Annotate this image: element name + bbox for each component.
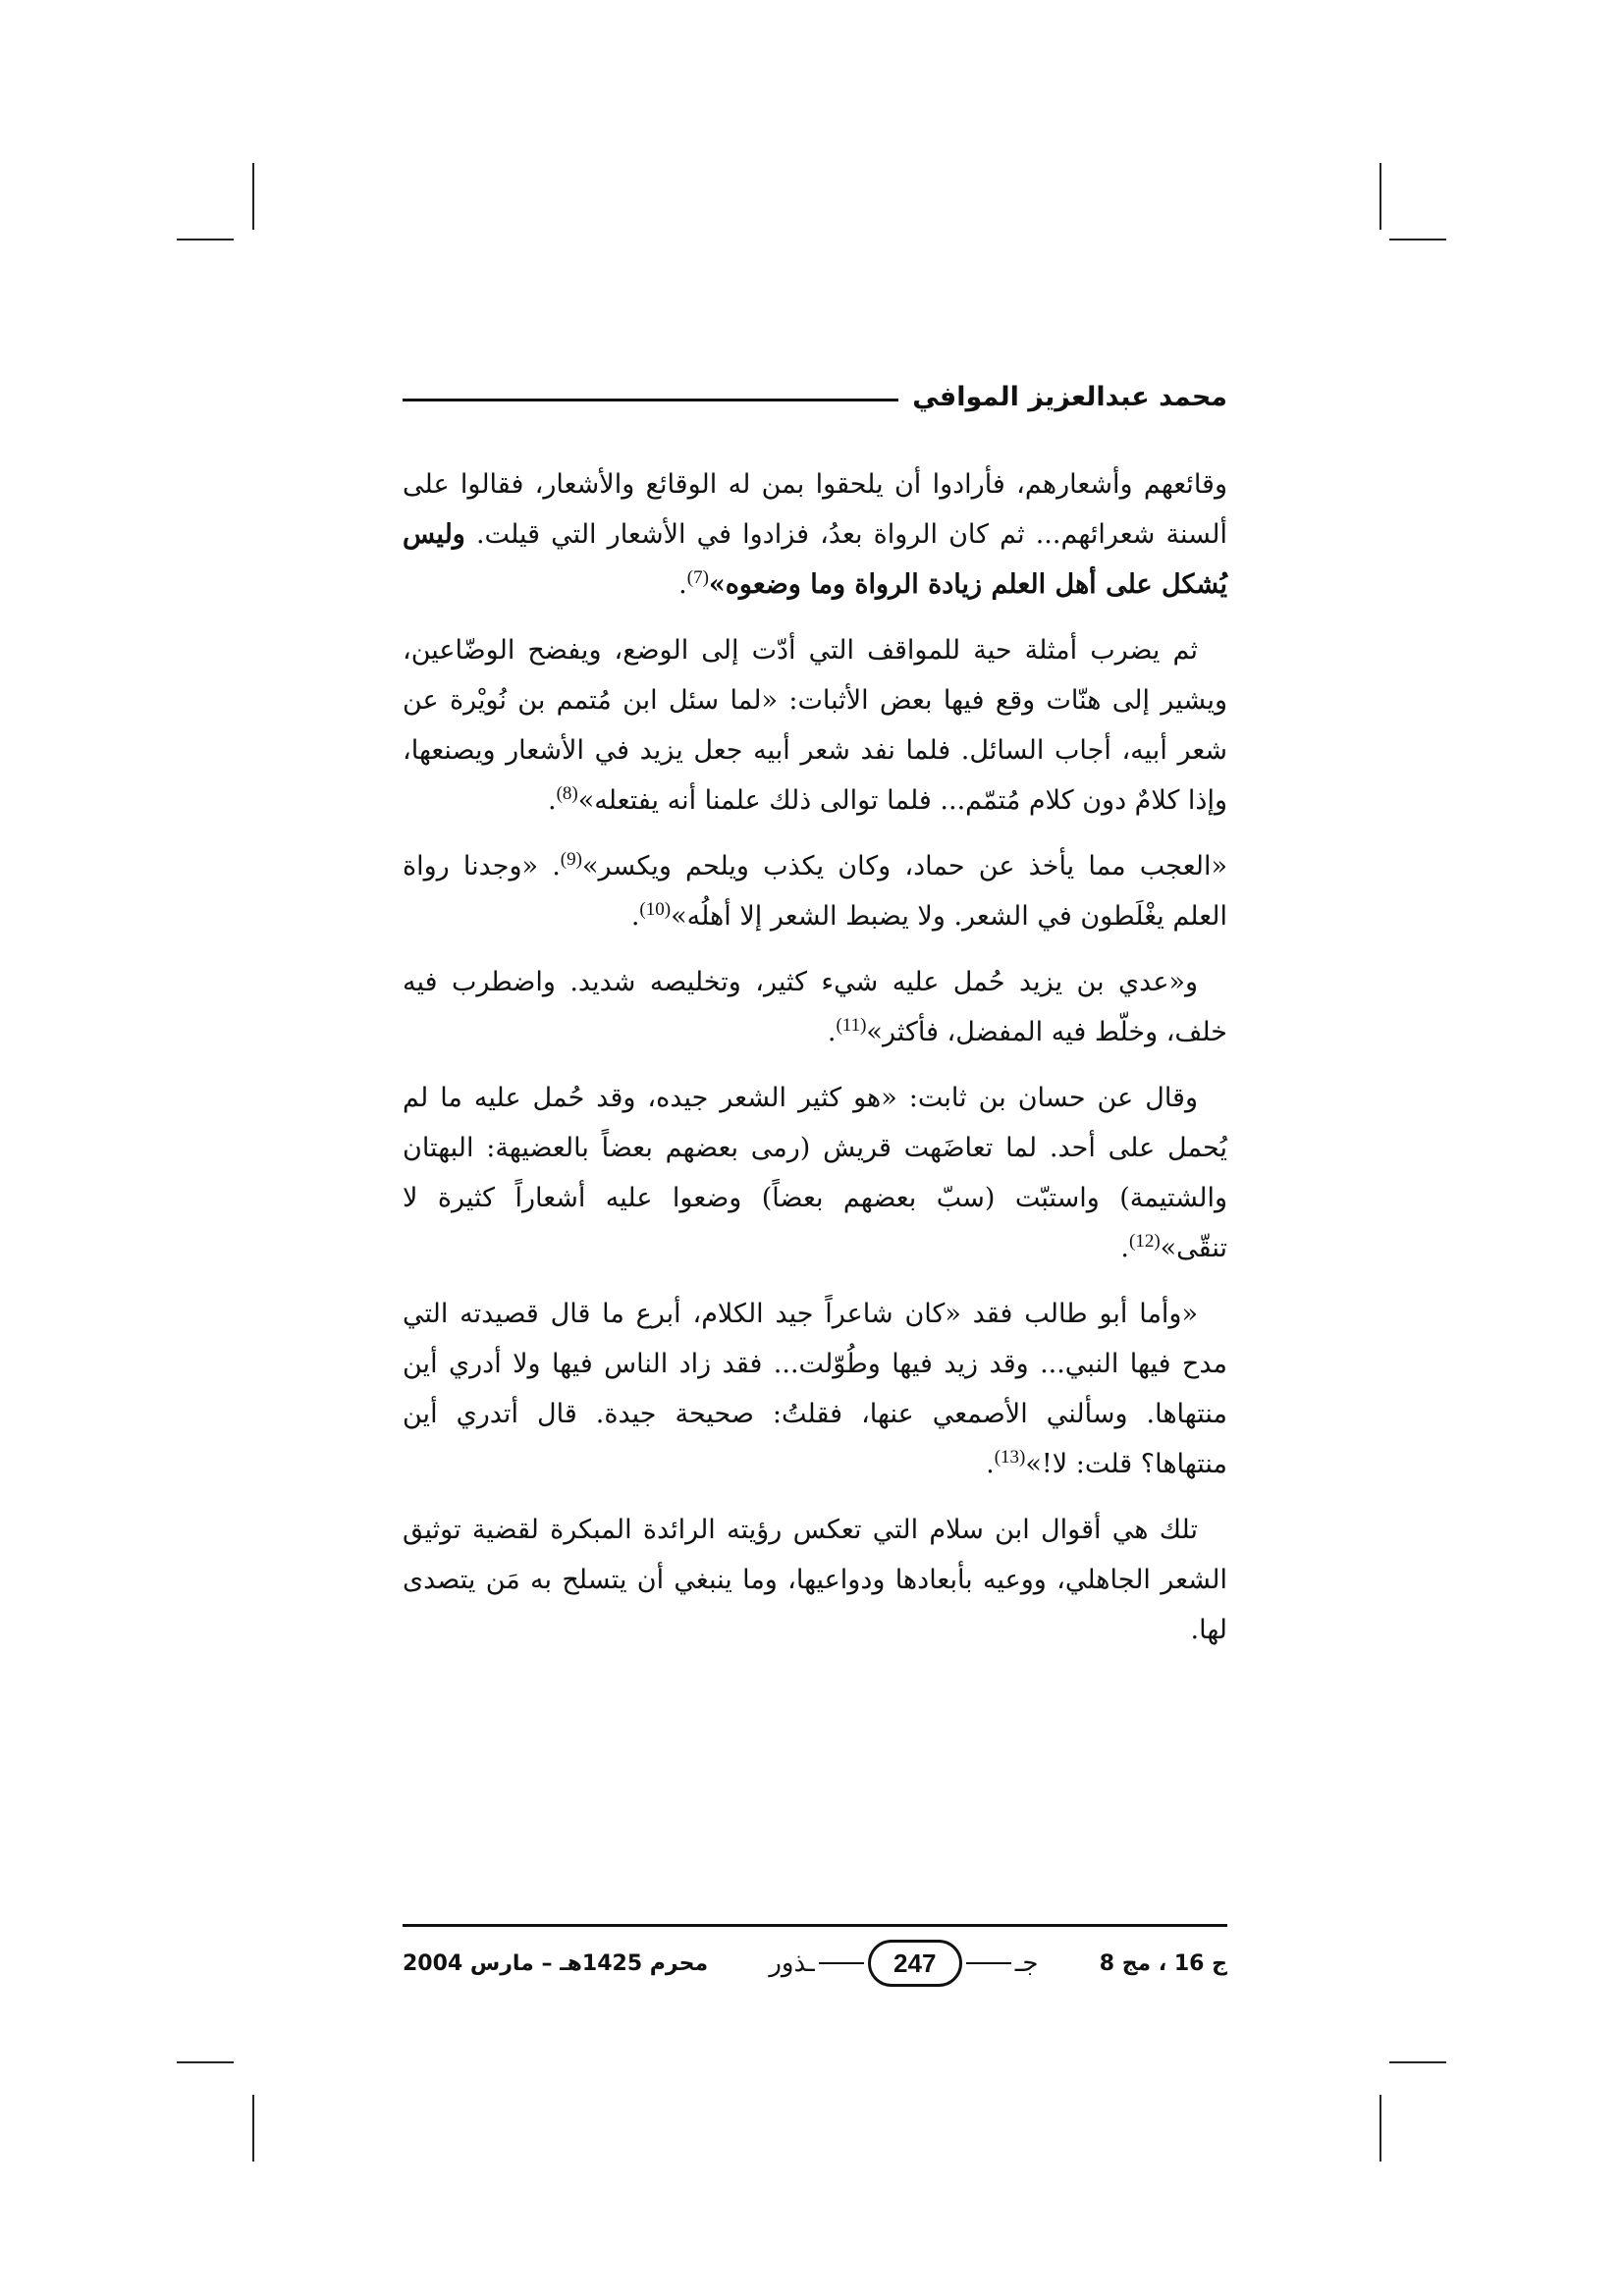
journal-logo-right: ـذور	[769, 1949, 815, 1978]
paragraph-text: و«عدي بن يزيد حُمل عليه شيء كثير، وتخليصه شديد. واضطرب فيه خلف، وخلّط فيه المفضل، فأكثر»	[403, 967, 1227, 1047]
header-rule	[403, 399, 898, 401]
crop-mark	[1389, 2061, 1446, 2063]
footer-rule	[403, 1924, 1227, 1927]
quote-line: «وجدنا رواة العلم يغْلَطون في الشعر. ولا يضبط الشعر إلا أهلُه»	[403, 851, 1227, 932]
crop-mark	[1380, 163, 1381, 230]
crop-mark	[177, 2061, 234, 2063]
paragraph-text: وقال عن حسان بن ثابت: «هو كثير الشعر جيده، وقد حُمل عليه ما لم يُحمل على أحد. لما تعاضَهت قريش (رمى بعضهم بعضاً بالعضيهة: البهتان والشتيمة) واستبّت (سبّ بعضهم بعضاً) وضعوا عليه أشعاراً كثيرة لا تنقّى»	[403, 1083, 1227, 1263]
publication-date: محرم 1425هـ – مارس 2004	[403, 1950, 709, 1976]
footnote-ref[interactable]: (7)	[686, 567, 709, 588]
footnote-ref[interactable]: (11)	[836, 1015, 867, 1036]
footnote-ref[interactable]: (10)	[639, 899, 672, 920]
footnote-ref[interactable]: (9)	[560, 849, 582, 870]
crop-mark	[252, 2095, 254, 2162]
page-number: 247	[868, 1940, 962, 1987]
crop-mark	[1389, 239, 1446, 240]
author-name: محمد عبدالعزيز الموافي	[912, 381, 1227, 412]
crop-mark	[1380, 2095, 1381, 2162]
book-page	[403, 373, 1227, 1983]
paragraph-3: «العجب مما يأخذ عن حماد، وكان يكذب ويلحم ويكسر»$^{(9)}$. «وجدنا رواة العلم يغْلَطون في الشعر. ولا يضبط الشعر إلا أهلُه»$^{(10)}$.	[403, 849, 1227, 932]
paragraph-text: تلك هي أقوال ابن سلام التي تعكس رؤيته الرائدة المبكرة لقضية توثيق الشعر الجاهلي، ووعيه بأبعادها ودواعيها، وما ينبغي أن يتسلح به مَن يتصدى لها.	[403, 1515, 1227, 1645]
footnote-ref[interactable]: (8)	[556, 783, 578, 804]
bold-quote: وليس يُشكل على أهل العلم زيادة الرواة وما وضعوه»	[403, 519, 1227, 600]
paragraph-1: وقائعهم وأشعارهم، فأرادوا أن يلحقوا بمن له الوقائع والأشعار، فقالوا على ألسنة شعرائهم... ثم كان الرواة بعدُ، فزادوا في الأشعار التي قيلت. وليس يُشكل على أهل العلم زيادة الرواة وما وضعوه»$^{(7)}$.	[403, 469, 1227, 600]
paragraph-7	[403, 1505, 1227, 1655]
paragraph-text: وقائعهم وأشعارهم، فأرادوا أن يلحقوا بمن له الوقائع والأشعار، فقالوا على ألسنة شعرائهم... ثم كان الرواة بعدُ، فزادوا في الأشعار التي قيلت.	[403, 469, 1227, 550]
paragraph-6: «وأما أبو طالب فقد «كان شاعراً جيد الكلام، أبرع ما قال قصيدته التي مدح فيها النبي... وقد زيد فيها وطُوّلت... فقد زاد الناس فيها ولا أدري أين منتهاها. وسألني الأصمعي عنها، فقلتُ: صحيحة جيدة. قال أتدري أين منتهاها؟ قلت: لا!»$^{(13)}$.	[403, 1299, 1227, 1479]
running-head	[403, 373, 1227, 420]
page-footer	[403, 1939, 1227, 1988]
paragraph-text: «وأما أبو طالب فقد «كان شاعراً جيد الكلام، أبرع ما قال قصيدته التي مدح فيها النبي... وقد زيد فيها وطُوّلت... فقد زاد الناس فيها ولا أدري أين منتهاها. وسألني الأصمعي عنها، فقلتُ: صحيحة جيدة. قال أتدري أين منتهاها؟ قلت: لا!»	[403, 1299, 1227, 1479]
crop-mark	[252, 163, 254, 230]
logo-line	[966, 1962, 1011, 1964]
paragraph-4: و«عدي بن يزيد حُمل عليه شيء كثير، وتخليصه شديد. واضطرب فيه خلف، وخلّط فيه المفضل، فأكثر»$^{(11)}$.	[403, 967, 1227, 1047]
paragraph-text: ثم يضرب أمثلة حية للمواقف التي أدّت إلى الوضع، ويفضح الوضّاعين، ويشير إلى هنّات وقع فيها بعض الأثبات: «لما سئل ابن مُتمم بن نُويْرة عن شعر أبيه، أجاب السائل. فلما نفد شعر أبيه جعل يزيد في الأشعار ويصنعها، وإذا كلامٌ دون كلام مُتمّم... فلما توالى ذلك علمنا أنه يفتعله»	[403, 635, 1227, 816]
logo-line	[819, 1962, 864, 1964]
paragraph-2: ثم يضرب أمثلة حية للمواقف التي أدّت إلى الوضع، ويفضح الوضّاعين، ويشير إلى هنّات وقع فيها بعض الأثبات: «لما سئل ابن مُتمم بن نُويْرة عن شعر أبيه، أجاب السائل. فلما نفد شعر أبيه جعل يزيد في الأشعار ويصنعها، وإذا كلامٌ دون كلام مُتمّم... فلما توالى ذلك علمنا أنه يفتعله»$^{(8)}$.	[403, 635, 1227, 816]
crop-mark	[177, 239, 234, 240]
quote-line: «العجب مما يأخذ عن حماد، وكان يكذب ويلحم ويكسر»	[581, 851, 1227, 881]
paragraph-5: وقال عن حسان بن ثابت: «هو كثير الشعر جيده، وقد حُمل عليه ما لم يُحمل على أحد. لما تعاضَهت قريش (رمى بعضهم بعضاً بالعضيهة: البهتان والشتيمة) واستبّت (سبّ بعضهم بعضاً) وضعوا عليه أشعاراً كثيرة لا تنقّى»$^{(12)}$.	[403, 1083, 1227, 1263]
issue-info: ج 16 ، مج 8	[1099, 1950, 1227, 1976]
journal-logo-left: جـ	[1014, 1949, 1039, 1978]
footnote-ref[interactable]: (13)	[994, 1447, 1026, 1468]
body-text	[403, 459, 1227, 1671]
journal-logo	[769, 1940, 1038, 1987]
footnote-ref[interactable]: (12)	[1129, 1231, 1161, 1252]
